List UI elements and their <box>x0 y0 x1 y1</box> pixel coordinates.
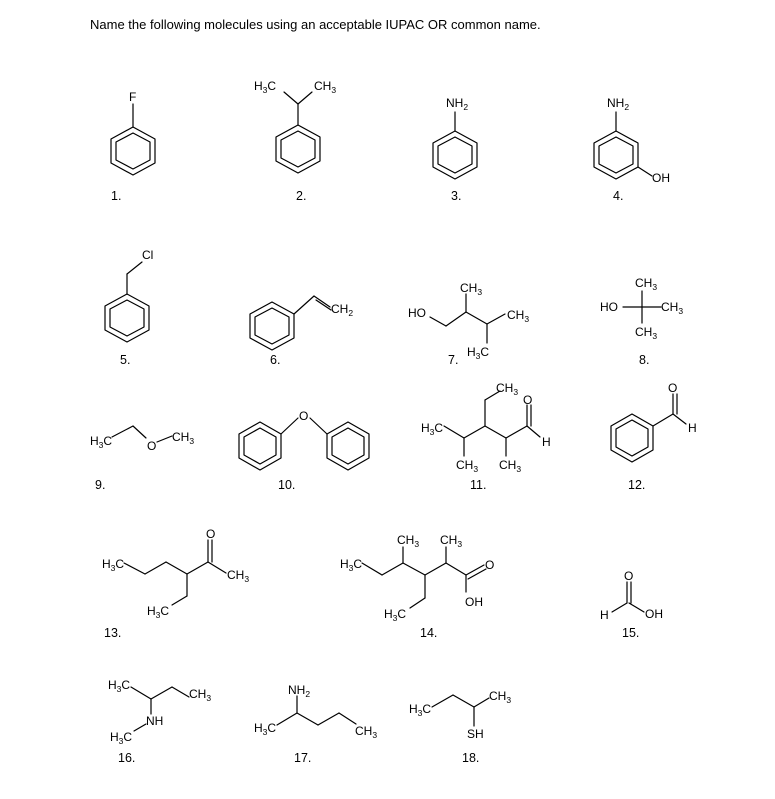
molecule-17 <box>254 683 377 765</box>
atom-label: $H_3C$ <box>110 730 133 746</box>
atom-label: SH <box>467 727 484 741</box>
atom-label: $CH_3$ <box>227 568 250 584</box>
atom-label: OH <box>652 171 670 185</box>
molecule-5 <box>105 248 153 367</box>
molecule-4 <box>594 96 670 203</box>
molecule-number: 12. <box>628 478 646 492</box>
atom-label: $CH_3$ <box>635 276 658 292</box>
molecule-15 <box>600 569 663 640</box>
molecule-number: 4. <box>613 189 624 203</box>
instruction-text: Name the following molecules using an acceptable IUPAC OR common name. <box>90 17 541 32</box>
atom-label: Cl <box>142 248 154 262</box>
molecule-6 <box>250 296 353 367</box>
atom-label: $H_3C$ <box>384 607 407 623</box>
molecule-7 <box>408 281 529 367</box>
atom-label: $CH_3$ <box>189 687 212 703</box>
atom-label: $CH_3$ <box>499 458 522 474</box>
atom-label: O <box>668 381 678 395</box>
atom-label: $CH_3$ <box>314 79 337 95</box>
atom-label: O <box>206 527 216 541</box>
atom-label: $H_3C$ <box>147 604 170 620</box>
atom-label: $H_3C$ <box>254 721 277 737</box>
atom-label: $NH_2$ <box>607 96 630 112</box>
atom-label: $CH_3$ <box>456 458 479 474</box>
atom-label: $H_3C$ <box>409 702 432 718</box>
atom-label: O <box>485 558 495 572</box>
molecule-number: 8. <box>639 353 650 367</box>
molecule-number: 5. <box>120 353 131 367</box>
atom-label: $H_3C$ <box>340 557 363 573</box>
atom-label: $H_3C$ <box>102 557 125 573</box>
molecule-number: 13. <box>104 626 122 640</box>
atom-label: HO <box>600 300 618 314</box>
atom-label: F <box>129 90 137 104</box>
atom-label: O <box>299 409 309 423</box>
atom-label: $CH_3$ <box>440 533 463 549</box>
molecule-14 <box>340 533 494 640</box>
atom-label: $CH_3$ <box>355 724 378 740</box>
atom-label: HO <box>408 306 426 320</box>
molecule-number: 3. <box>451 189 462 203</box>
molecule-9 <box>90 426 194 492</box>
atom-label: NH <box>146 714 164 728</box>
atom-label: OH <box>465 595 483 609</box>
atom-label: $H_3C$ <box>108 678 131 694</box>
atom-label: O <box>147 439 157 453</box>
molecule-number: 2. <box>296 189 307 203</box>
molecule-number: 11. <box>470 478 487 492</box>
atom-label: $CH_3$ <box>635 325 658 341</box>
atom-label: H <box>688 421 697 435</box>
atom-label: $H_3C$ <box>90 434 113 450</box>
atom-label: H <box>600 608 609 622</box>
atom-label: $CH_3$ <box>460 281 483 297</box>
atom-label: $CH_3$ <box>496 381 519 397</box>
molecule-number: 18. <box>462 751 480 765</box>
atom-label: $CH_3$ <box>489 689 512 705</box>
molecule-number: 15. <box>622 626 640 640</box>
atom-label: $NH_2$ <box>288 683 311 699</box>
molecule-number: 7. <box>448 353 459 367</box>
molecule-8 <box>600 276 683 367</box>
atom-label: $CH_3$ <box>507 308 530 324</box>
molecule-12 <box>611 381 697 492</box>
molecule-number: 9. <box>95 478 106 492</box>
atom-label: O <box>523 393 533 407</box>
molecule-number: 1. <box>111 189 122 203</box>
atom-label: $CH_3$ <box>661 300 684 316</box>
atom-label: $H_3C$ <box>467 345 490 361</box>
atom-label: $H_3C$ <box>421 421 444 437</box>
molecule-number: 10. <box>278 478 296 492</box>
atom-label: $CH_3$ <box>172 430 195 446</box>
molecule-3 <box>433 96 477 203</box>
atom-label: OH <box>645 607 663 621</box>
atom-label: $H_3C$ <box>254 79 277 95</box>
molecule-number: 14. <box>420 626 438 640</box>
atom-label: $CH_2$ <box>331 302 354 318</box>
molecule-2 <box>254 79 336 203</box>
molecule-number: 17. <box>294 751 312 765</box>
molecule-18 <box>409 689 511 765</box>
atom-label: O <box>624 569 634 583</box>
molecule-11 <box>421 381 551 492</box>
molecule-number: 6. <box>270 353 281 367</box>
molecule-number: 16. <box>118 751 136 765</box>
molecule-16 <box>108 678 211 765</box>
atom-label: $CH_3$ <box>397 533 420 549</box>
molecule-10 <box>239 409 369 492</box>
atom-label: H <box>542 435 551 449</box>
molecule-13 <box>102 527 249 640</box>
molecule-1 <box>111 90 155 203</box>
atom-label: $NH_2$ <box>446 96 469 112</box>
